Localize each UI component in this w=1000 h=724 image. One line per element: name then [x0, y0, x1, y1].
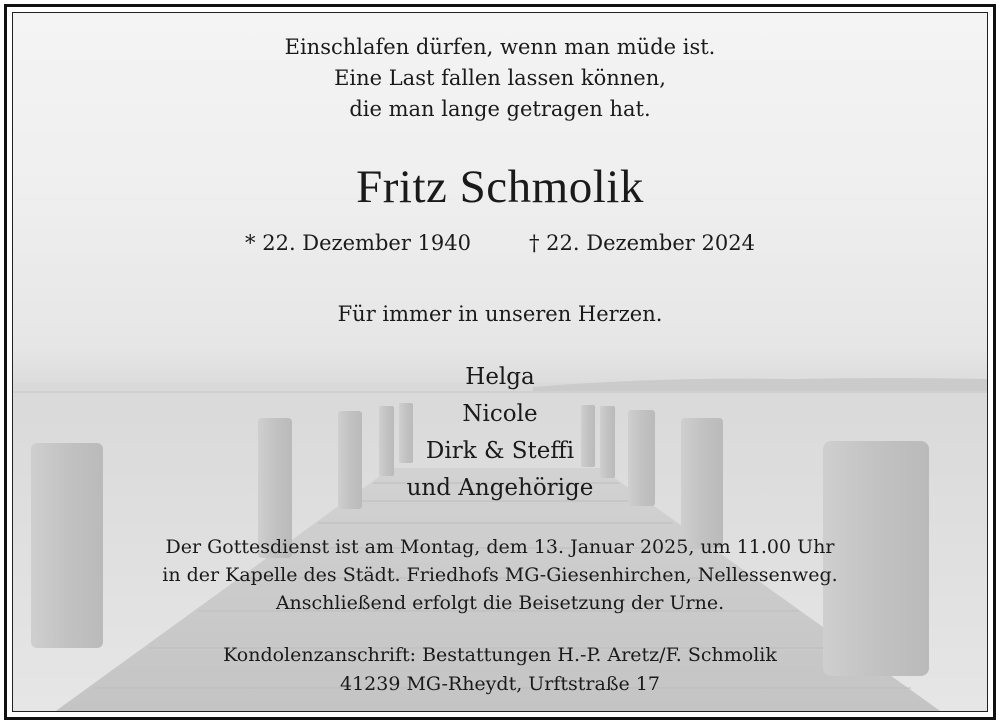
service-info: [13, 533, 987, 617]
condolence-line: Kondolenzanschrift: Bestattungen H.-P. Aretz/F. Schmolik: [223, 644, 777, 666]
notice-panel: [12, 12, 988, 712]
service-line: Der Gottesdienst ist am Montag, dem 13. Januar 2025, um 11.00 Uhr: [165, 536, 835, 558]
mourners-list: [13, 359, 987, 507]
mourner-name: und Angehörige: [406, 475, 594, 501]
condolence-address: [13, 641, 987, 699]
service-line: Anschließend erfolgt die Beisetzung der Urne.: [275, 592, 725, 614]
mourner-name: Dirk & Steffi: [425, 438, 575, 464]
death-date: † 22. Dezember 2024: [529, 231, 755, 255]
mourner-name: Nicole: [462, 401, 538, 427]
birth-date: * 22. Dezember 1940: [245, 231, 471, 255]
motto-line: die man lange getragen hat.: [349, 97, 651, 121]
mourner-name: Helga: [465, 364, 535, 390]
farewell-line: Für immer in unseren Herzen.: [337, 302, 663, 326]
notice-frame: [4, 4, 996, 720]
motto-line: Einschlafen dürfen, wenn man müde ist.: [284, 35, 716, 59]
deceased-name: Fritz Schmolik: [356, 161, 644, 213]
service-line: in der Kapelle des Städt. Friedhofs MG-Giesenhirchen, Nellessenweg.: [162, 564, 838, 586]
motto: [13, 32, 987, 125]
condolence-line: 41239 MG-Rheydt, Urftstraße 17: [340, 673, 660, 695]
life-dates: [13, 229, 987, 257]
motto-line: Eine Last fallen lassen können,: [334, 66, 666, 90]
